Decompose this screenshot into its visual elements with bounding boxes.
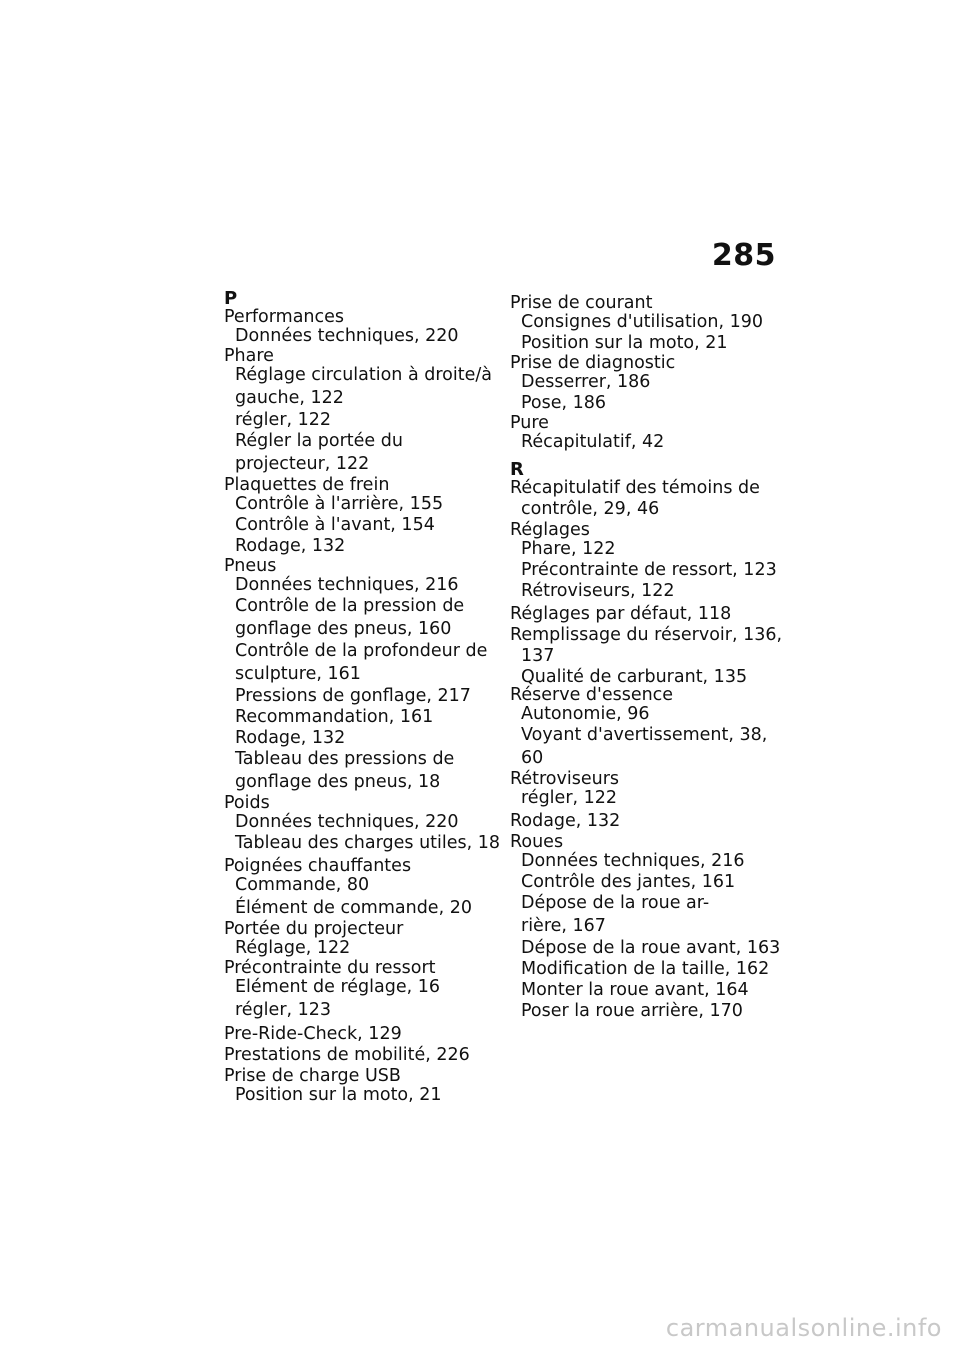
index-entry: Pneus [224,556,277,576]
index-subentry: Monter la roue avant, 164 [521,980,749,1000]
index-subentry: Tableau des charges utiles, 18 [235,833,501,853]
index-entry: Rodage, 132 [510,811,621,831]
index-entry-continued: contrôle, 29, 46 [521,499,660,519]
index-subentry: Modification de la taille, 162 [521,959,770,979]
index-entry: Réglages [510,520,590,540]
index-entry: Précontrainte du ressort [224,958,436,978]
index-subentry-continued: sculpture, 161 [235,664,361,684]
index-entry: Phare [224,346,274,366]
index-subentry: régler, 123 [235,1000,332,1020]
watermark-text: carmanualsonline.info [665,1314,942,1342]
index-entry: Portée du projecteur [224,919,404,939]
index-entry: Réserve d'essence [510,685,674,705]
index-letter-r: R [510,459,524,480]
index-subentry: Commande, 80 [235,875,370,895]
index-entry: Rétroviseurs [510,769,620,789]
index-subentry: Régler la portée du [235,431,403,451]
index-subentry: Recommandation, 161 [235,707,434,727]
index-subentry: Données techniques, 220 [235,812,459,832]
index-subentry: Position sur la moto, 21 [235,1085,442,1105]
index-entry: Poids [224,793,270,813]
index-subentry: Contrôle à l'avant, 154 [235,515,435,535]
index-subentry: Autonomie, 96 [521,704,650,724]
index-subentry: Rétroviseurs, 122 [521,581,675,601]
index-subentry: Rodage, 132 [235,728,346,748]
index-entry: Poignées chauffantes [224,856,412,876]
index-subentry: Contrôle de la profondeur de [235,641,488,661]
index-entry-continued: 137 [521,646,555,666]
index-subentry: Tableau des pressions de [235,749,455,769]
index-subentry: Rodage, 132 [235,536,346,556]
index-subentry: Qualité de carburant, 135 [521,667,748,687]
index-entry: Prestations de mobilité, 226 [224,1045,470,1065]
index-subentry: régler, 122 [521,788,618,808]
index-entry: Prise de charge USB [224,1066,401,1086]
index-entry: Prise de courant [510,293,653,313]
index-subentry: Phare, 122 [521,539,616,559]
index-entry: Roues [510,832,564,852]
index-entry: Prise de diagnostic [510,353,676,373]
index-subentry-continued: gauche, 122 [235,388,344,408]
index-subentry: Données techniques, 216 [235,575,459,595]
index-subentry-continued: 60 [521,748,544,768]
index-subentry: Position sur la moto, 21 [521,333,728,353]
index-subentry: Contrôle de la pression de [235,596,465,616]
index-subentry: Desserrer, 186 [521,372,651,392]
index-subentry: Données techniques, 220 [235,326,459,346]
index-subentry: Réglage, 122 [235,938,351,958]
index-entry: Pre-Ride-Check, 129 [224,1024,402,1044]
index-subentry: Données techniques, 216 [521,851,745,871]
index-entry: Pure [510,413,549,433]
index-column-left [224,288,501,1106]
index-subentry-continued: gonflage des pneus, 18 [235,772,441,792]
index-entry: Plaquettes de frein [224,475,390,495]
index-subentry: Précontrainte de ressort, 123 [521,560,777,580]
index-subentry: Réglage circulation à droite/à [235,365,492,385]
index-subentry: Pose, 186 [521,393,607,413]
index-subentry: Élément de commande, 20 [235,898,472,918]
page-number: 285 [711,238,776,273]
index-subentry-continued: projecteur, 122 [235,454,370,474]
index-subentry: Dépose de la roue ar- [521,893,710,913]
index-subentry: Pressions de gonflage, 217 [235,686,471,706]
index-subentry: régler, 122 [235,410,332,430]
index-subentry: Contrôle à l'arrière, 155 [235,494,444,514]
index-entry: Récapitulatif des témoins de [510,478,760,498]
index-subentry-continued: rière, 167 [521,916,606,936]
index-subentry: Consignes d'utilisation, 190 [521,312,763,332]
index-subentry: Récapitulatif, 42 [521,432,665,452]
index-entry: Performances [224,307,345,327]
index-subentry: Voyant d'avertissement, 38, [521,725,768,745]
index-subentry-continued: gonflage des pneus, 160 [235,619,452,639]
index-letter-p: P [224,288,238,309]
index-subentry: Elément de réglage, 16 [235,977,440,997]
index-subentry: Contrôle des jantes, 161 [521,872,736,892]
index-entry: Réglages par défaut, 118 [510,604,732,624]
index-subentry: Poser la roue arrière, 170 [521,1001,743,1021]
index-entry: Remplissage du réservoir, 136, [510,625,783,645]
index-column-right [510,290,783,1022]
index-subentry: Dépose de la roue avant, 163 [521,938,781,958]
